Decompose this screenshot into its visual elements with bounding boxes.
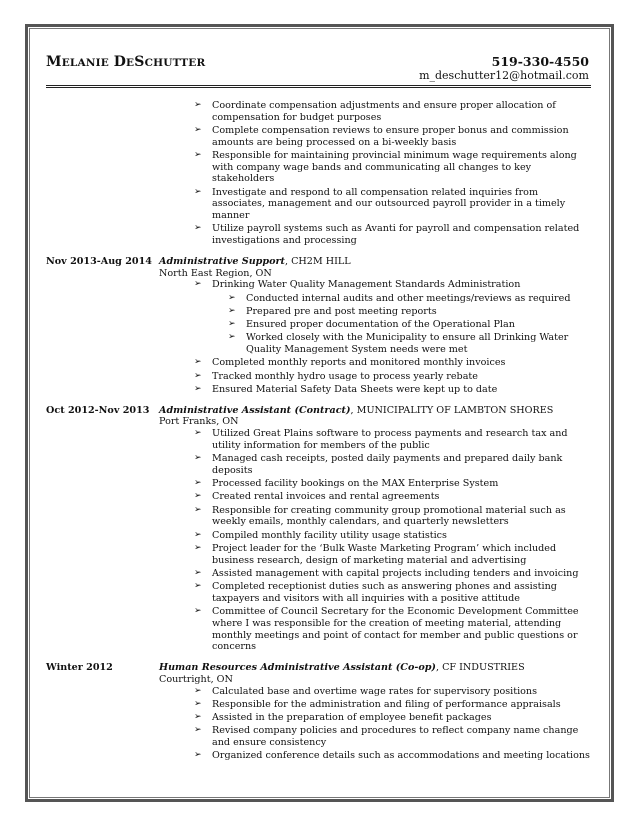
- arrow-bullet-icon: ➢: [228, 332, 236, 343]
- bullet-text: Utilized Great Plains software to process payments and research tax and utility information for members of the public: [212, 428, 568, 451]
- bullet-text: Completed receptionist duties such as answering phones and assisting taxpayers and visitors with all inquiries with a positive attitude: [212, 581, 557, 604]
- bullet-item: [194, 428, 591, 451]
- bullet-item: [194, 750, 591, 762]
- bullet-text: Investigate and respond to all compensation related inquiries from associates, management and our outsourced payroll provider in a timely manner: [212, 186, 566, 222]
- arrow-bullet-icon: ➢: [194, 279, 202, 290]
- bullet-item: [228, 306, 591, 318]
- bullet-item: [194, 568, 591, 580]
- bullet-item: [194, 125, 591, 148]
- job-entry: [46, 405, 591, 653]
- job-heading: [46, 662, 591, 674]
- arrow-bullet-icon: ➢: [194, 581, 202, 592]
- intro-bullet-list: [46, 100, 591, 247]
- applicant-name: MELANIE DESCHUTTER: [46, 54, 206, 70]
- arrow-bullet-icon: ➢: [194, 543, 202, 553]
- arrow-bullet-icon: ➢: [194, 491, 202, 502]
- arrow-bullet-icon: ➢: [194, 125, 202, 135]
- bullet-text: Managed cash receipts, posted daily payments and prepared daily bank deposits: [212, 453, 563, 476]
- bullet-item: [228, 293, 591, 305]
- bullet-item: [194, 371, 591, 383]
- arrow-bullet-icon: ➢: [194, 504, 202, 515]
- job-date: Winter 2012: [46, 662, 113, 674]
- bullet-text: Worked closely with the Municipality to ensure all Drinking Water Quality Management System needs were met: [246, 332, 569, 356]
- job-title: Administrative Assistant (Contract): [159, 404, 351, 416]
- bullet-item: [194, 478, 591, 490]
- arrow-bullet-icon: ➢: [194, 685, 202, 696]
- bullet-text: Drinking Water Quality Management Standards Administration: [212, 279, 521, 291]
- bullet-item: [194, 100, 591, 123]
- bullet-item: [194, 357, 591, 369]
- bullet-text: Assisted in the preparation of employee benefit packages: [212, 712, 492, 724]
- job-title: Administrative Support: [159, 255, 285, 267]
- bullet-item: [194, 686, 591, 698]
- jobs-section: [46, 256, 591, 762]
- bullet-item: [194, 187, 591, 222]
- bullet-text: Utilize payroll systems such as Avanti for payroll and compensation related investigations and processing: [212, 223, 580, 247]
- arrow-bullet-icon: ➢: [194, 712, 202, 723]
- arrow-bullet-icon: ➢: [194, 529, 202, 540]
- header-rule: [46, 85, 591, 86]
- bullet-item: [194, 581, 591, 604]
- bullet-text: Assisted management with capital projects including tenders and invoicing: [212, 568, 579, 579]
- bullet-text: Ensured proper documentation of the Operational Plan: [246, 319, 515, 331]
- arrow-bullet-icon: ➢: [228, 319, 236, 330]
- arrow-bullet-icon: ➢: [194, 698, 202, 709]
- bullet-text: Project leader for the ‘Bulk Waste Marketing Program’ which included business research, design of marketing material and advertising: [212, 543, 557, 566]
- bullet-item: [194, 606, 591, 653]
- job-bullet-list: [46, 428, 591, 653]
- bullet-text: Prepared pre and post meeting reports: [246, 305, 437, 317]
- bullet-item: [194, 150, 591, 185]
- phone-number: 519-330-4550: [491, 54, 589, 69]
- arrow-bullet-icon: ➢: [194, 357, 202, 368]
- arrow-bullet-icon: ➢: [194, 750, 202, 761]
- arrow-bullet-icon: ➢: [194, 568, 202, 578]
- arrow-bullet-icon: ➢: [194, 725, 202, 736]
- job-entry: [46, 662, 591, 762]
- bullet-text: Tracked monthly hydro usage to process yearly rebate: [212, 370, 478, 382]
- arrow-bullet-icon: ➢: [228, 305, 236, 316]
- bullet-text: Organized conference details such as accommodations and meeting locations: [212, 750, 590, 762]
- bullet-text: Responsible for the administration and filing of performance appraisals: [212, 698, 561, 710]
- arrow-bullet-icon: ➢: [194, 223, 202, 234]
- arrow-bullet-icon: ➢: [194, 100, 202, 110]
- arrow-bullet-icon: ➢: [194, 606, 202, 617]
- bullet-item: [194, 725, 591, 748]
- bullet-item: [194, 384, 591, 396]
- bullet-item: [194, 505, 591, 528]
- bullet-text: Responsible for creating community group promotional material such as weekly emails, monthly calendars, and quarterly newsletters: [212, 504, 566, 528]
- job-date: Oct 2012-Nov 2013: [46, 404, 150, 416]
- arrow-bullet-icon: ➢: [194, 370, 202, 381]
- email-address[interactable]: m_deschutter12@hotmail.com: [419, 69, 589, 82]
- job-title: Human Resources Administrative Assistant (Co-op): [159, 662, 436, 674]
- resume-body: [46, 100, 591, 764]
- bullet-text: Processed facility bookings on the MAX Enterprise System: [212, 478, 499, 490]
- job-date: Nov 2013-Aug 2014: [46, 255, 152, 267]
- job-bullet-list: [46, 279, 591, 395]
- bullet-text: Compiled monthly facility utility usage statistics: [212, 529, 447, 541]
- job-bullet-list: [46, 686, 591, 763]
- bullet-item: [194, 453, 591, 476]
- bullet-text: Responsible for maintaining provincial minimum wage requirements along with company wage bands and communicating all changes to key stakeholders: [212, 150, 577, 185]
- job-location: North East Region, ON: [159, 267, 272, 279]
- bullet-text: Committee of Council Secretary for the Economic Development Committee where I was responsible for the creation of meeting material, attending monthly meetings and point of contact for member and public questions or concerns: [212, 606, 579, 653]
- bullet-item: [194, 699, 591, 711]
- job-location: Courtright, ON: [159, 673, 233, 685]
- bullet-item: [194, 712, 591, 724]
- bullet-text: Complete compensation reviews to ensure proper bonus and commission amounts are being processed on a bi-weekly basis: [212, 125, 569, 148]
- bullet-text: Ensured Material Safety Data Sheets were kept up to date: [212, 384, 498, 395]
- bullet-item: [194, 279, 591, 291]
- arrow-bullet-icon: ➢: [194, 150, 202, 160]
- header-rule-secondary: [46, 87, 591, 88]
- bullet-text: Coordinate compensation adjustments and ensure proper allocation of compensation for budget purposes: [212, 100, 556, 123]
- bullet-text: Calculated base and overtime wage rates for supervisory positions: [212, 685, 538, 697]
- job-employer: , CF INDUSTRIES: [435, 662, 525, 674]
- arrow-bullet-icon: ➢: [194, 478, 202, 489]
- job-employer: , MUNICIPALITY OF LAMBTON SHORES: [350, 404, 554, 416]
- arrow-bullet-icon: ➢: [194, 384, 202, 394]
- bullet-item: [194, 530, 591, 542]
- arrow-bullet-icon: ➢: [194, 428, 202, 439]
- bullet-text: Created rental invoices and rental agreements: [212, 491, 440, 503]
- bullet-item: [194, 223, 591, 246]
- job-employer: , CH2M HILL: [284, 255, 351, 267]
- arrow-bullet-icon: ➢: [228, 292, 236, 303]
- arrow-bullet-icon: ➢: [194, 453, 202, 464]
- bullet-text: Conducted internal audits and other meetings/reviews as required: [246, 292, 571, 304]
- arrow-bullet-icon: ➢: [194, 186, 202, 197]
- bullet-text: Revised company policies and procedures to reflect company name change and ensure consistency: [212, 725, 579, 749]
- job-location: Port Franks, ON: [159, 416, 239, 428]
- bullet-item: [194, 491, 591, 503]
- bullet-item: [194, 543, 591, 566]
- bullet-item: [228, 332, 591, 355]
- bullet-text: Completed monthly reports and monitored monthly invoices: [212, 357, 506, 369]
- sub-bullet-list: [194, 293, 591, 356]
- job-entry: [46, 256, 591, 396]
- bullet-item: [228, 319, 591, 331]
